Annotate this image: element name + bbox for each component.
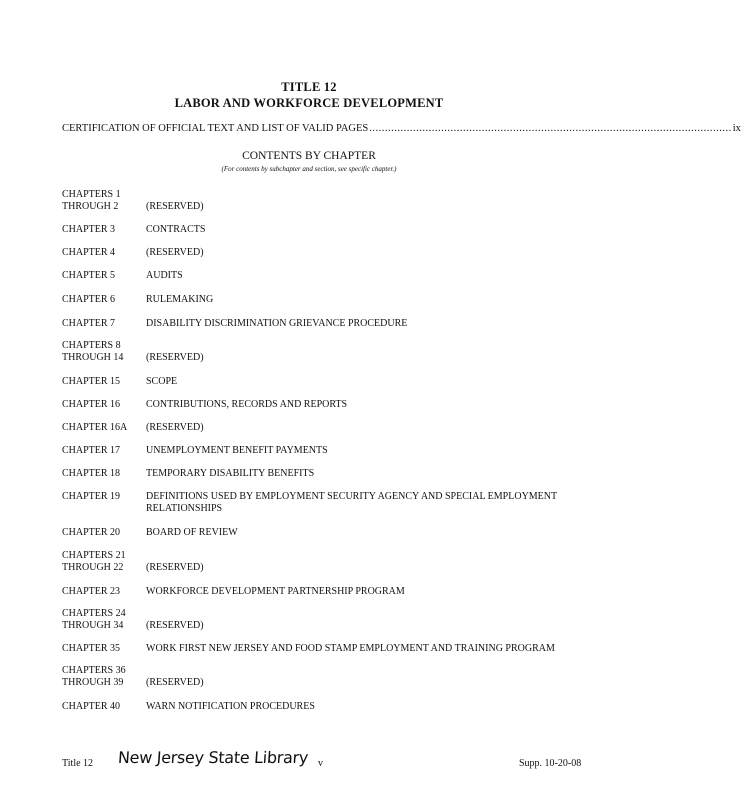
supplement-date: Supp. 10-20-08 (519, 758, 582, 769)
chapter-title (146, 340, 586, 352)
document-title: TITLE 12 (281, 80, 337, 94)
chapter-number: CHAPTER 16 (62, 399, 121, 410)
chapter-number: CHAPTER 4 (62, 247, 116, 258)
library-stamp: New Jersey State Library (117, 748, 309, 767)
chapter-number: CHAPTER 7 (62, 318, 116, 329)
chapter-title (146, 608, 586, 620)
chapter-title-cont: (RESERVED) (146, 352, 204, 363)
certification-page: ix (732, 123, 741, 134)
chapter-number: CHAPTER 35 (62, 643, 121, 654)
contents-note: (For contents by subchapter and section, see specific chapter.) (221, 165, 397, 173)
chapter-number: CHAPTER 40 (62, 701, 121, 712)
chapter-title: (RESERVED) (146, 422, 204, 433)
chapter-title (146, 665, 586, 677)
chapter-title-cont: RELATIONSHIPS (146, 503, 223, 514)
chapter-title: DISABILITY DISCRIMINATION GRIEVANCE PROCEDURE (146, 318, 408, 329)
chapter-number: CHAPTER 3 (62, 224, 116, 235)
chapter-number: CHAPTER 17 (62, 445, 121, 456)
certification-line (62, 123, 741, 134)
chapter-title: TEMPORARY DISABILITY BENEFITS (146, 468, 315, 479)
chapter-number: CHAPTERS 21 (62, 550, 126, 561)
chapter-number: CHAPTERS 36 (62, 665, 126, 676)
chapter-number: CHAPTER 18 (62, 468, 121, 479)
page-number: v (318, 758, 323, 769)
chapter-title (146, 550, 586, 562)
chapter-title: WORKFORCE DEVELOPMENT PARTNERSHIP PROGRAM (146, 586, 405, 597)
chapter-number: CHAPTER 16A (62, 422, 128, 433)
chapter-number-cont: THROUGH 34 (62, 620, 124, 631)
chapter-title: WARN NOTIFICATION PROCEDURES (146, 701, 315, 712)
chapter-number-cont: THROUGH 39 (62, 677, 124, 688)
chapter-number-cont: THROUGH 14 (62, 352, 124, 363)
chapter-title: (RESERVED) (146, 247, 204, 258)
chapter-number: CHAPTER 20 (62, 527, 121, 538)
chapter-title: RULEMAKING (146, 294, 214, 305)
chapter-title (146, 189, 586, 201)
chapter-number: CHAPTER 15 (62, 376, 121, 387)
chapter-number: CHAPTERS 1 (62, 189, 121, 200)
footer-title-ref: Title 12 (62, 758, 94, 769)
chapter-number: CHAPTERS 8 (62, 340, 121, 351)
chapter-title: UNEMPLOYMENT BENEFIT PAYMENTS (146, 445, 328, 456)
chapter-number: CHAPTERS 24 (62, 608, 126, 619)
chapter-title: SCOPE (146, 376, 178, 387)
document-subtitle: LABOR AND WORKFORCE DEVELOPMENT (174, 96, 444, 110)
chapter-title: CONTRIBUTIONS, RECORDS AND REPORTS (146, 399, 348, 410)
chapter-title-cont: (RESERVED) (146, 677, 204, 688)
chapter-title: BOARD OF REVIEW (146, 527, 238, 538)
chapter-title: AUDITS (146, 270, 183, 281)
chapter-number: CHAPTER 6 (62, 294, 116, 305)
contents-heading: CONTENTS BY CHAPTER (242, 150, 376, 162)
chapter-number-cont: THROUGH 2 (62, 201, 119, 212)
chapter-number: CHAPTER 19 (62, 491, 121, 502)
chapter-title-cont: (RESERVED) (146, 562, 204, 573)
chapter-title: DEFINITIONS USED BY EMPLOYMENT SECURITY AGENCY AND SPECIAL EMPLOYMENT (146, 491, 558, 502)
chapter-title-cont: (RESERVED) (146, 201, 204, 212)
certification-leader-dots: .................................................................................................................... (369, 123, 732, 134)
chapter-title: WORK FIRST NEW JERSEY AND FOOD STAMP EMPLOYMENT AND TRAINING PROGRAM (146, 643, 555, 654)
chapter-title-cont: (RESERVED) (146, 620, 204, 631)
chapter-number-cont: THROUGH 22 (62, 562, 124, 573)
chapter-title: CONTRACTS (146, 224, 206, 235)
certification-label: CERTIFICATION OF OFFICIAL TEXT AND LIST OF VALID PAGES (62, 123, 369, 134)
chapter-number: CHAPTER 23 (62, 586, 121, 597)
chapter-number: CHAPTER 5 (62, 270, 116, 281)
